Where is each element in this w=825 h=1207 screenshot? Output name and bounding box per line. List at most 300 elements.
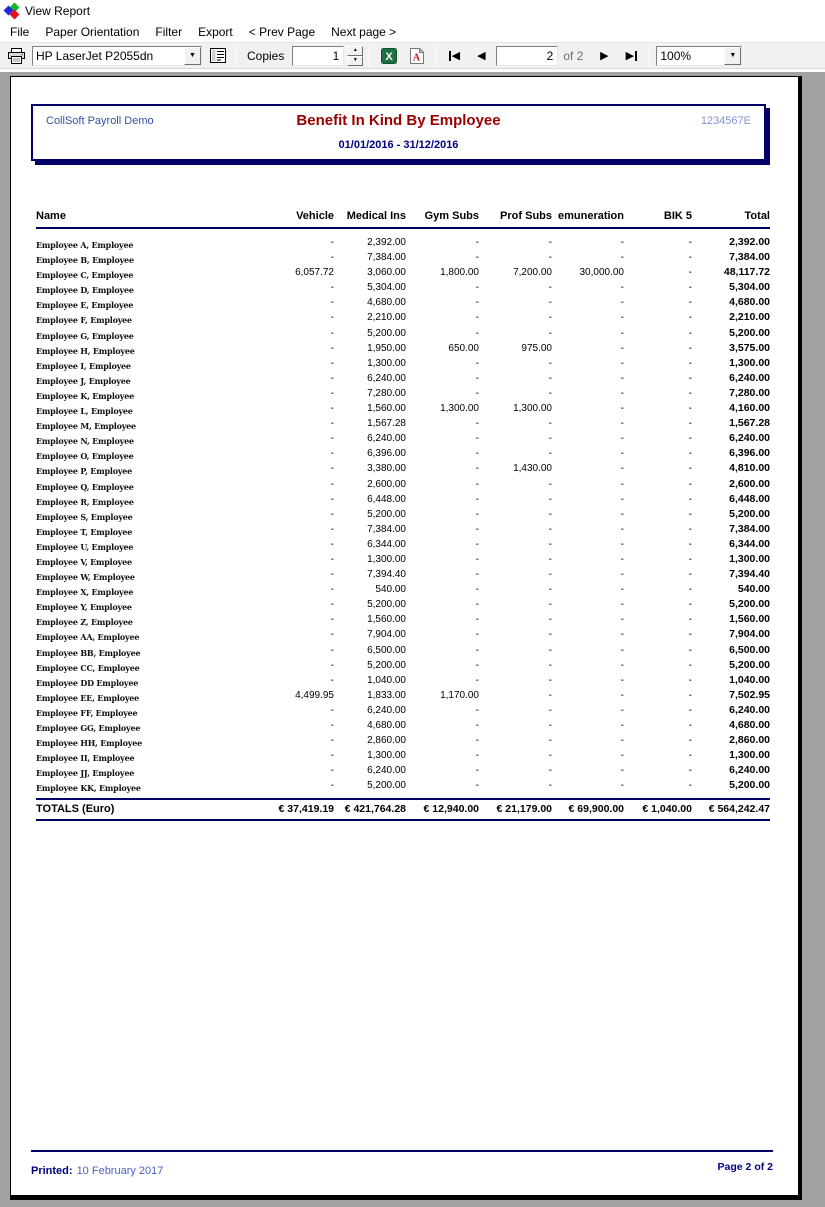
cell-value: 1,300.00 <box>367 357 406 369</box>
cell-value: 540.00 <box>737 583 770 596</box>
cell-value: - <box>548 448 552 460</box>
cell-value: - <box>688 463 692 475</box>
page-number-input[interactable]: 2 <box>496 46 558 66</box>
cell-value: - <box>330 418 334 430</box>
cell-value: - <box>475 644 479 656</box>
cell-value: - <box>620 599 624 611</box>
cell-value: - <box>688 357 692 369</box>
cell-value: 5,200.00 <box>367 659 406 671</box>
cell-value: - <box>330 614 334 626</box>
cell-value: - <box>330 735 334 747</box>
table-row <box>36 266 770 281</box>
cell-value: - <box>688 599 692 611</box>
cell-value: - <box>548 433 552 445</box>
printed-label: Printed: <box>31 1165 73 1177</box>
cell-value: - <box>475 282 479 294</box>
employer-ref: 1234567E <box>700 115 751 127</box>
cell-value: - <box>548 599 552 611</box>
cell-value: - <box>475 614 479 626</box>
cell-value: - <box>475 357 479 369</box>
cell-value: 6,396.00 <box>367 448 406 460</box>
table-row <box>36 598 770 613</box>
cell-value: - <box>548 493 552 505</box>
cell-value: - <box>688 765 692 777</box>
cell-value: - <box>548 387 552 399</box>
svg-text:X: X <box>385 50 393 63</box>
cell-value: - <box>548 659 552 671</box>
cell-value: - <box>330 327 334 339</box>
employee-name: Employee M, Employee <box>36 421 136 432</box>
cell-value: 540.00 <box>375 584 406 596</box>
employee-name: Employee JJ, Employee <box>36 768 135 779</box>
totals-value: € 37,419.19 <box>278 803 334 816</box>
export-pdf-button[interactable] <box>404 45 429 67</box>
employee-name: Employee G, Employee <box>36 330 134 341</box>
cell-value: - <box>548 357 552 369</box>
cell-value: - <box>330 508 334 520</box>
employee-name: Employee KK, Employee <box>36 783 141 794</box>
excel-export-icon <box>381 48 397 64</box>
cell-value: - <box>620 252 624 264</box>
pdf-export-icon <box>409 48 424 64</box>
cell-value: - <box>475 659 479 671</box>
prev-page-button[interactable]: ◀ <box>469 45 493 67</box>
cell-value: 6,448.00 <box>367 493 406 505</box>
cell-value: - <box>548 282 552 294</box>
cell-value: - <box>688 659 692 671</box>
printer-select[interactable] <box>32 46 202 66</box>
last-page-button[interactable]: ▶ <box>619 45 643 67</box>
svg-text:A: A <box>413 52 421 63</box>
cell-value: - <box>548 674 552 686</box>
employee-name: Employee X, Employee <box>36 587 134 598</box>
cell-value: - <box>620 282 624 294</box>
cell-value: - <box>620 297 624 309</box>
cell-value: 6,344.00 <box>729 537 770 550</box>
cell-value: - <box>688 508 692 520</box>
menu-item[interactable]: File <box>10 24 30 39</box>
employee-name: Employee B, Employee <box>36 255 134 266</box>
toolbar-separator <box>435 46 436 66</box>
cell-value: - <box>475 252 479 264</box>
cell-value: 7,200.00 <box>513 267 552 279</box>
table-row <box>36 689 770 704</box>
copies-input[interactable]: 1 <box>292 46 344 66</box>
cell-value: 1,833.00 <box>367 689 406 701</box>
cell-value: - <box>330 387 334 399</box>
table-body <box>36 229 770 794</box>
cell-value: - <box>548 297 552 309</box>
employee-name: Employee Q, Employee <box>36 481 134 492</box>
employee-name: Employee GG, Employee <box>36 723 141 733</box>
cell-value: 5,304.00 <box>367 282 406 294</box>
cell-value: 5,200.00 <box>729 326 770 339</box>
cell-value: - <box>688 478 692 490</box>
table-header-row <box>36 210 770 229</box>
cell-value: - <box>620 342 624 354</box>
totals-value: € 69,900.00 <box>568 803 624 816</box>
cell-value: - <box>475 780 479 792</box>
employee-name: Employee E, Employee <box>36 300 134 311</box>
employee-name: Employee H, Employee <box>36 345 135 356</box>
cell-value: - <box>475 538 479 550</box>
cell-value: - <box>620 357 624 369</box>
column-header: Prof Subs <box>500 210 552 222</box>
cell-value: - <box>330 780 334 792</box>
cell-value: - <box>620 644 624 656</box>
cell-value: - <box>548 720 552 731</box>
cell-value: 4,680.00 <box>729 296 770 309</box>
cell-value: - <box>475 297 479 309</box>
cell-value: - <box>688 237 692 248</box>
column-header: Medical Ins <box>346 210 406 222</box>
cell-value: - <box>688 387 692 399</box>
cell-value: 6,240.00 <box>729 371 770 384</box>
zoom-select[interactable] <box>656 46 742 66</box>
cell-value: - <box>475 523 479 535</box>
column-header: BIK 5 <box>663 210 692 222</box>
report-table <box>36 210 770 821</box>
cell-value: 5,200.00 <box>367 780 406 792</box>
table-row <box>36 462 770 477</box>
printed-date: 10 February 2017 <box>76 1165 164 1177</box>
cell-value: - <box>688 433 692 445</box>
toolbar-separator <box>236 46 237 66</box>
cell-value: - <box>475 720 479 731</box>
cell-value: 1,950.00 <box>367 342 406 354</box>
table-row <box>36 327 770 342</box>
cell-value: - <box>330 569 334 581</box>
cell-value: - <box>620 403 624 415</box>
cell-value: 650.00 <box>448 342 479 354</box>
cell-value: - <box>688 523 692 535</box>
cell-value: 4,499.95 <box>295 689 334 701</box>
cell-value: - <box>330 478 334 490</box>
table-row <box>36 311 770 326</box>
table-row <box>36 734 770 749</box>
cell-value: 1,300.00 <box>729 552 770 565</box>
cell-value: - <box>548 327 552 339</box>
cell-value: 6,396.00 <box>729 447 770 460</box>
report-footer <box>31 1150 773 1179</box>
employee-name: Employee F, Employee <box>36 315 132 326</box>
cell-value: - <box>620 523 624 535</box>
table-row <box>36 493 770 508</box>
cell-value: - <box>688 493 692 505</box>
cell-value: - <box>475 765 479 777</box>
table-row <box>36 387 770 402</box>
cell-value: 3,060.00 <box>367 267 406 279</box>
cell-value: - <box>330 629 334 641</box>
cell-value: - <box>475 463 479 475</box>
cell-value: - <box>475 433 479 445</box>
cell-value: 4,680.00 <box>367 720 406 731</box>
cell-value: 1,560.00 <box>729 613 770 626</box>
cell-value: - <box>330 282 334 294</box>
cell-value: - <box>688 403 692 415</box>
cell-value: - <box>620 237 624 248</box>
cell-value: - <box>620 780 624 792</box>
cell-value: - <box>330 297 334 309</box>
employee-name: Employee W, Employee <box>36 572 135 583</box>
totals-value: € 564,242.47 <box>708 803 770 816</box>
cell-value: - <box>548 553 552 565</box>
table-row <box>36 402 770 417</box>
cell-value: - <box>688 584 692 596</box>
employee-name: Employee Z, Employee <box>36 617 133 628</box>
cell-value: - <box>548 508 552 520</box>
cell-value: - <box>688 569 692 581</box>
cell-value: - <box>330 312 334 324</box>
employee-name: Employee A, Employee <box>36 240 134 250</box>
employee-name: Employee S, Employee <box>36 511 133 522</box>
page-of-label: of 2 <box>563 48 584 63</box>
table-row <box>36 568 770 583</box>
cell-value: - <box>330 720 334 731</box>
table-row <box>36 432 770 447</box>
cell-value: - <box>330 252 334 264</box>
table-row <box>36 357 770 372</box>
cell-value: - <box>620 569 624 581</box>
employee-name: Employee II, Employee <box>36 753 135 764</box>
table-row <box>36 251 770 266</box>
print-button[interactable] <box>4 45 29 67</box>
cell-value: 1,170.00 <box>440 689 479 701</box>
cell-value: - <box>475 629 479 641</box>
cell-value: 6,240.00 <box>729 432 770 445</box>
zoom-dropdown-arrow-icon[interactable]: ▼ <box>724 47 741 65</box>
cell-value: 2,210.00 <box>729 311 770 324</box>
cell-value: - <box>620 553 624 565</box>
employee-name: Employee O, Employee <box>36 451 134 462</box>
cell-value: 5,304.00 <box>729 281 770 294</box>
cell-value: - <box>620 463 624 475</box>
table-row <box>36 583 770 598</box>
page-setup-icon <box>210 48 226 63</box>
cell-value: - <box>548 538 552 550</box>
cell-value: 1,430.00 <box>513 463 552 475</box>
cell-value: 7,384.00 <box>729 251 770 264</box>
cell-value: 2,392.00 <box>729 236 770 248</box>
employee-name: Employee EE, Employee <box>36 692 140 703</box>
cell-value: - <box>688 312 692 324</box>
table-row <box>36 417 770 432</box>
cell-value: - <box>475 418 479 430</box>
cell-value: - <box>475 735 479 747</box>
printer-properties-button[interactable] <box>205 45 230 67</box>
menu-item[interactable]: Next page > <box>331 24 397 39</box>
cell-value: 1,300.00 <box>367 750 406 762</box>
cell-value: - <box>688 614 692 626</box>
preview-viewport <box>0 71 825 1207</box>
employee-name: Employee U, Employee <box>36 541 134 552</box>
cell-value: - <box>330 538 334 550</box>
cell-value: - <box>688 418 692 430</box>
cell-value: 5,200.00 <box>729 507 770 520</box>
cell-value: 6,057.72 <box>295 267 334 279</box>
table-row <box>36 674 770 689</box>
cell-value: - <box>620 372 624 384</box>
cell-value: 1,300.00 <box>367 553 406 565</box>
menu-item[interactable]: Export <box>198 24 233 39</box>
table-row <box>36 719 770 734</box>
cell-value: - <box>548 644 552 656</box>
employee-name: Employee V, Employee <box>36 556 132 567</box>
cell-value: 5,200.00 <box>729 658 770 671</box>
column-header: Vehicle <box>296 210 334 222</box>
cell-value: 5,200.00 <box>729 598 770 611</box>
cell-value: - <box>620 659 624 671</box>
cell-value: 1,567.28 <box>729 417 770 430</box>
cell-value: - <box>475 237 479 248</box>
cell-value: - <box>330 674 334 686</box>
cell-value: 7,904.00 <box>729 628 770 641</box>
totals-value: € 21,179.00 <box>496 803 552 816</box>
cell-value: - <box>620 312 624 324</box>
cell-value: - <box>688 448 692 460</box>
table-row <box>36 342 770 357</box>
cell-value: 5,200.00 <box>367 327 406 339</box>
cell-value: 6,240.00 <box>367 704 406 716</box>
menu-bar <box>0 21 825 42</box>
table-row <box>36 447 770 462</box>
cell-value: - <box>688 252 692 264</box>
cell-value: 30,000.00 <box>579 267 624 279</box>
cell-value: - <box>330 237 334 248</box>
cell-value: - <box>688 553 692 565</box>
title-bar <box>0 0 825 21</box>
cell-value: - <box>330 463 334 475</box>
cell-value: - <box>688 267 692 279</box>
cell-value: 6,500.00 <box>729 643 770 656</box>
menu-item[interactable]: Filter <box>155 24 183 39</box>
spin-up-icon[interactable]: ▲ <box>347 46 363 56</box>
cell-value: - <box>548 629 552 641</box>
employee-name: Employee R, Employee <box>36 496 134 507</box>
employee-name: Employee BB, Employee <box>36 647 141 658</box>
employee-name: Employee J, Employee <box>36 375 131 386</box>
employee-name: Employee CC, Employee <box>36 662 140 673</box>
cell-value: - <box>620 508 624 520</box>
column-header: Name <box>36 210 66 222</box>
cell-value: 5,200.00 <box>729 779 770 792</box>
cell-value: 2,860.00 <box>367 735 406 747</box>
menu-item[interactable]: < Prev Page <box>248 24 316 39</box>
employee-name: Employee D, Employee <box>36 285 134 296</box>
cell-value: - <box>548 252 552 264</box>
column-header: Total <box>744 210 770 222</box>
cell-value: - <box>475 493 479 505</box>
cell-value: 1,040.00 <box>367 674 406 686</box>
zoom-value: 100% <box>660 48 692 63</box>
cell-value: - <box>688 282 692 294</box>
cell-value: 2,600.00 <box>729 477 770 490</box>
cell-value: - <box>620 614 624 626</box>
cell-value: - <box>330 342 334 354</box>
cell-value: - <box>688 704 692 716</box>
cell-value: - <box>475 327 479 339</box>
table-row <box>36 764 770 779</box>
cell-value: 4,680.00 <box>729 719 770 731</box>
employee-name: Employee C, Employee <box>36 270 134 281</box>
cell-value: - <box>620 720 624 731</box>
cell-value: 5,200.00 <box>367 508 406 520</box>
cell-value: 5,200.00 <box>367 599 406 611</box>
cell-value: - <box>688 780 692 792</box>
employee-name: Employee HH, Employee <box>36 738 142 749</box>
printer-dropdown-arrow-icon[interactable]: ▼ <box>184 47 201 65</box>
cell-value: - <box>688 629 692 641</box>
report-title: Benefit In Kind By Employee <box>296 112 501 129</box>
cell-value: 7,394.40 <box>729 568 770 581</box>
totals-label: TOTALS (Euro) <box>36 803 115 816</box>
cell-value: - <box>330 553 334 565</box>
menu-item[interactable]: Paper Orientation <box>45 24 140 39</box>
cell-value: 4,810.00 <box>729 462 770 475</box>
cell-value: 6,344.00 <box>367 538 406 550</box>
employee-name: Employee P, Employee <box>36 466 133 477</box>
copies-stepper[interactable] <box>347 46 363 66</box>
cell-value: - <box>330 493 334 505</box>
cell-value: - <box>688 538 692 550</box>
cell-value: - <box>548 780 552 792</box>
next-page-button[interactable]: ▶ <box>592 45 616 67</box>
cell-value: 48,117.72 <box>723 266 770 279</box>
table-row <box>36 508 770 523</box>
cell-value: 2,860.00 <box>729 734 770 747</box>
cell-value: - <box>475 312 479 324</box>
cell-value: - <box>548 584 552 596</box>
cell-value: 6,500.00 <box>367 644 406 656</box>
employee-name: Employee AA, Employee <box>36 632 140 643</box>
cell-value: - <box>688 342 692 354</box>
cell-value: 1,300.00 <box>440 403 479 415</box>
cell-value: - <box>688 689 692 701</box>
cell-value: 7,280.00 <box>367 387 406 399</box>
cell-value: - <box>475 750 479 762</box>
cell-value: 7,904.00 <box>367 629 406 641</box>
cell-value: - <box>475 584 479 596</box>
page-number-label: Page 2 of 2 <box>717 1161 773 1173</box>
cell-value: 1,300.00 <box>513 403 552 415</box>
cell-value: 7,384.00 <box>367 252 406 264</box>
cell-value: - <box>475 599 479 611</box>
cell-value: - <box>620 629 624 641</box>
cell-value: - <box>330 765 334 777</box>
export-excel-button[interactable] <box>376 45 401 67</box>
cell-value: - <box>548 614 552 626</box>
cell-value: - <box>548 372 552 384</box>
report-page <box>10 76 802 1200</box>
cell-value: - <box>330 750 334 762</box>
last-page-icon <box>635 51 637 61</box>
first-page-button[interactable]: ◀ <box>442 45 466 67</box>
cell-value: 1,300.00 <box>729 356 770 369</box>
cell-value: - <box>548 765 552 777</box>
toolbar-separator <box>369 46 370 66</box>
copies-label: Copies <box>247 48 285 63</box>
first-page-icon <box>449 51 451 61</box>
employee-name: Employee FF, Employee <box>36 707 138 718</box>
spin-down-icon[interactable]: ▼ <box>347 56 363 66</box>
cell-value: - <box>688 720 692 731</box>
window-title: View Report <box>25 3 91 18</box>
cell-value: - <box>548 689 552 701</box>
cell-value: - <box>688 674 692 686</box>
cell-value: 7,502.95 <box>729 688 770 701</box>
cell-value: 7,394.40 <box>367 569 406 581</box>
totals-value: € 421,764.28 <box>344 803 406 816</box>
